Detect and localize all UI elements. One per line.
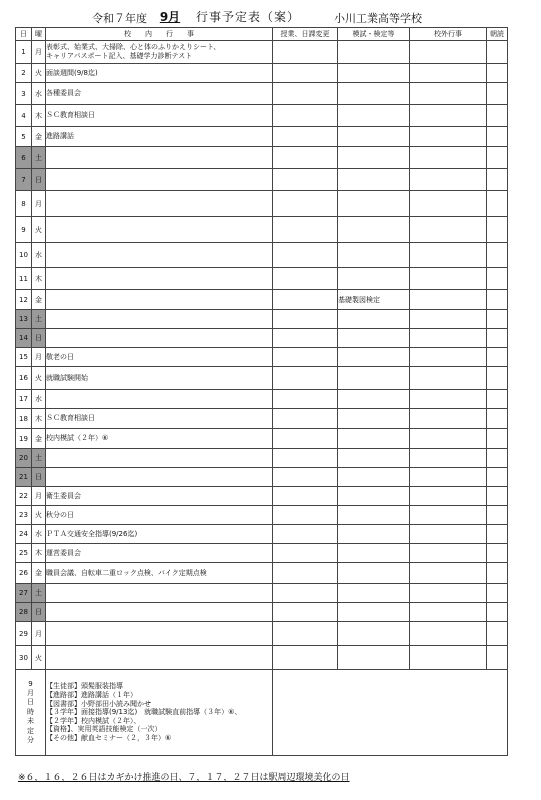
- class-change-cell: [273, 487, 338, 506]
- weekday-cell: 日: [32, 329, 46, 348]
- morning-cell: [487, 449, 508, 468]
- weekday-cell: 水: [32, 525, 46, 544]
- col-school-events: 校 内 行 事: [46, 28, 273, 41]
- day-cell: 14: [16, 329, 32, 348]
- morning-cell: [487, 525, 508, 544]
- morning-cell: [487, 390, 508, 409]
- event-cell: [46, 64, 273, 83]
- event-line: 校内模試（２年）⑥: [46, 434, 109, 442]
- morning-cell: [487, 622, 508, 646]
- external-cell: [410, 310, 487, 329]
- table-row: [16, 41, 508, 64]
- weekday-cell: 日: [32, 603, 46, 622]
- event-cell: [46, 449, 273, 468]
- event-line: 職員会議、自転車二重ロック点検、バイク定期点検: [46, 568, 207, 577]
- class-change-cell: [273, 468, 338, 487]
- day-cell: 1: [16, 41, 32, 64]
- table-row: [16, 243, 508, 268]
- class-change-cell: [273, 544, 338, 563]
- table-row: [16, 127, 508, 147]
- weekday-cell: 水: [32, 243, 46, 268]
- table-row: [16, 506, 508, 525]
- external-cell: [410, 64, 487, 83]
- external-cell: [410, 468, 487, 487]
- event-cell: [46, 506, 273, 525]
- event-line: 就職試験開始: [46, 373, 88, 382]
- event-cell: [46, 41, 273, 64]
- day-cell: 10: [16, 243, 32, 268]
- event-cell: [46, 584, 273, 603]
- event-cell: [46, 290, 273, 310]
- table-row: [16, 563, 508, 584]
- day-cell: 5: [16, 127, 32, 147]
- notes-label-char: 分: [27, 736, 34, 745]
- external-cell: [410, 243, 487, 268]
- event-cell: [46, 147, 273, 169]
- col-weekday: 曜: [32, 28, 46, 41]
- external-cell: [410, 487, 487, 506]
- event-line: 運営委員会: [46, 548, 81, 557]
- class-change-cell: [273, 64, 338, 83]
- event-line: キャリアパスポート記入、基礎学力診断テスト: [46, 52, 193, 60]
- weekday-cell: 水: [32, 390, 46, 409]
- weekday-cell: 木: [32, 409, 46, 429]
- undated-notes: [46, 670, 273, 756]
- class-change-cell: [273, 105, 338, 127]
- table-row: [16, 429, 508, 449]
- external-cell: [410, 544, 487, 563]
- school-name: 小川工業高等学校: [334, 12, 422, 25]
- weekday-cell: 火: [32, 646, 46, 670]
- day-cell: 8: [16, 191, 32, 217]
- footnote: ※６，１６，２６日はカギかけ推進の日、７，１７，２７日は駅周辺環境美化の日: [18, 773, 350, 783]
- class-change-cell: [273, 147, 338, 169]
- class-change-cell: [273, 506, 338, 525]
- weekday-cell: 月: [32, 41, 46, 64]
- event-line: 進路講話: [46, 132, 74, 140]
- morning-cell: [487, 646, 508, 670]
- weekday-cell: 金: [32, 563, 46, 584]
- day-cell: 19: [16, 429, 32, 449]
- exam-cell: [338, 310, 410, 329]
- table-row: [16, 603, 508, 622]
- day-cell: 20: [16, 449, 32, 468]
- event-cell: [46, 310, 273, 329]
- event-cell: [46, 243, 273, 268]
- table-row: [16, 544, 508, 563]
- header: [0, 8, 541, 26]
- class-change-cell: [273, 191, 338, 217]
- external-cell: [410, 449, 487, 468]
- notes-row: [16, 670, 508, 756]
- notes-label-char: 未: [27, 717, 34, 726]
- external-cell: [410, 105, 487, 127]
- morning-cell: [487, 468, 508, 487]
- note-line: 【３学年】面接指導(9/13迄) 就職試験直前指導（３年）⑥、: [46, 708, 242, 717]
- event-cell: [46, 646, 273, 670]
- weekday-cell: 土: [32, 449, 46, 468]
- table-row: [16, 584, 508, 603]
- table-row: [16, 646, 508, 670]
- notes-blank: [273, 670, 508, 756]
- table-row: [16, 348, 508, 367]
- morning-cell: [487, 429, 508, 449]
- day-cell: 13: [16, 310, 32, 329]
- external-cell: [410, 329, 487, 348]
- exam-cell: [338, 367, 410, 390]
- exam-cell: [338, 217, 410, 243]
- weekday-cell: 月: [32, 348, 46, 367]
- weekday-cell: 土: [32, 584, 46, 603]
- table-row: [16, 147, 508, 169]
- event-line: 各種委員会: [46, 89, 81, 97]
- event-line: 面談週間(9/8迄): [46, 68, 98, 77]
- weekday-cell: 金: [32, 127, 46, 147]
- note-line: 【資格】、実用英語技能検定（一次）: [46, 725, 162, 734]
- external-cell: [410, 603, 487, 622]
- day-cell: 24: [16, 525, 32, 544]
- external-cell: [410, 646, 487, 670]
- event-cell: [46, 348, 273, 367]
- event-cell: [46, 487, 273, 506]
- day-cell: 28: [16, 603, 32, 622]
- page-title: 行事予定表（案）: [196, 10, 301, 24]
- table-row: [16, 449, 508, 468]
- table-row: [16, 105, 508, 127]
- exam-cell: [338, 449, 410, 468]
- note-line: 【その他】献血セミナー（２，３年）⑥: [46, 733, 172, 742]
- class-change-cell: [273, 243, 338, 268]
- note-line: 【図書部】小野部田小読み聞かせ: [46, 699, 151, 708]
- event-line: 衛生委員会: [46, 491, 81, 500]
- note-line: 【生徒部】頭髪服装指導: [46, 682, 123, 691]
- table-row: [16, 525, 508, 544]
- table-row: [16, 83, 508, 105]
- morning-cell: [487, 544, 508, 563]
- class-change-cell: [273, 127, 338, 147]
- external-cell: [410, 191, 487, 217]
- event-cell: [46, 127, 273, 147]
- note-line: 【進路部】進路講話（１年）: [46, 691, 137, 700]
- day-cell: 6: [16, 147, 32, 169]
- external-cell: [410, 83, 487, 105]
- exam-cell: [338, 429, 410, 449]
- exam-cell: [338, 468, 410, 487]
- day-cell: 4: [16, 105, 32, 127]
- event-line: 秋分の日: [46, 510, 74, 519]
- external-cell: [410, 622, 487, 646]
- col-morning-reading: 朝読: [487, 28, 508, 41]
- exam-cell: [338, 127, 410, 147]
- table-row: [16, 191, 508, 217]
- event-cell: [46, 169, 273, 191]
- morning-cell: [487, 105, 508, 127]
- event-cell: [46, 191, 273, 217]
- morning-cell: [487, 487, 508, 506]
- weekday-cell: 土: [32, 147, 46, 169]
- external-cell: [410, 127, 487, 147]
- day-cell: 16: [16, 367, 32, 390]
- notes-label-char: 月: [27, 688, 34, 697]
- weekday-cell: 木: [32, 268, 46, 290]
- exam-cell: [338, 147, 410, 169]
- exam-cell: 基礎製図検定: [338, 290, 410, 310]
- external-cell: [410, 429, 487, 449]
- morning-cell: [487, 506, 508, 525]
- class-change-cell: [273, 646, 338, 670]
- day-cell: 29: [16, 622, 32, 646]
- event-cell: [46, 217, 273, 243]
- class-change-cell: [273, 390, 338, 409]
- col-external: 校外行事: [410, 28, 487, 41]
- morning-cell: [487, 127, 508, 147]
- weekday-cell: 火: [32, 367, 46, 390]
- class-change-cell: [273, 367, 338, 390]
- weekday-cell: 火: [32, 64, 46, 83]
- event-cell: [46, 544, 273, 563]
- class-change-cell: [273, 310, 338, 329]
- event-line: ＳＣ教育相談日: [46, 414, 95, 422]
- weekday-cell: 土: [32, 310, 46, 329]
- event-cell: [46, 622, 273, 646]
- morning-cell: [487, 217, 508, 243]
- exam-cell: [338, 525, 410, 544]
- event-cell: [46, 367, 273, 390]
- morning-cell: [487, 268, 508, 290]
- day-cell: 30: [16, 646, 32, 670]
- morning-cell: [487, 329, 508, 348]
- weekday-cell: 火: [32, 217, 46, 243]
- note-line: 【２学年】校内模試（２年）、: [46, 716, 141, 725]
- class-change-cell: [273, 169, 338, 191]
- fiscal-year: 令和７年度: [92, 12, 147, 25]
- day-cell: 15: [16, 348, 32, 367]
- exam-cell: [338, 487, 410, 506]
- exam-cell: [338, 622, 410, 646]
- weekday-cell: 水: [32, 83, 46, 105]
- class-change-cell: [273, 563, 338, 584]
- col-day: 日: [16, 28, 32, 41]
- notes-label-char: 時: [27, 707, 34, 716]
- event-cell: [46, 468, 273, 487]
- external-cell: [410, 41, 487, 64]
- event-cell: [46, 390, 273, 409]
- exam-cell: [338, 329, 410, 348]
- class-change-cell: [273, 41, 338, 64]
- event-cell: [46, 525, 273, 544]
- external-cell: [410, 409, 487, 429]
- weekday-cell: 木: [32, 544, 46, 563]
- class-change-cell: [273, 83, 338, 105]
- exam-cell: [338, 105, 410, 127]
- notes-label: [16, 670, 46, 756]
- class-change-cell: [273, 409, 338, 429]
- exam-cell: [338, 64, 410, 83]
- table-row: [16, 290, 508, 310]
- day-cell: 11: [16, 268, 32, 290]
- table-row: [16, 310, 508, 329]
- table-row: [16, 329, 508, 348]
- external-cell: [410, 563, 487, 584]
- day-cell: 21: [16, 468, 32, 487]
- morning-cell: [487, 310, 508, 329]
- class-change-cell: [273, 449, 338, 468]
- external-cell: [410, 506, 487, 525]
- table-row: [16, 367, 508, 390]
- external-cell: [410, 525, 487, 544]
- class-change-cell: [273, 268, 338, 290]
- exam-cell: [338, 83, 410, 105]
- class-change-cell: [273, 329, 338, 348]
- notes-label-char: 定: [27, 726, 34, 735]
- day-cell: 7: [16, 169, 32, 191]
- day-cell: 26: [16, 563, 32, 584]
- event-cell: [46, 83, 273, 105]
- exam-cell: [338, 390, 410, 409]
- event-line: 表彰式、始業式、大掃除、心と体のふりかえりシート、: [46, 43, 221, 51]
- schedule-table: [15, 27, 508, 756]
- exam-cell: [338, 268, 410, 290]
- class-change-cell: [273, 290, 338, 310]
- col-class-change: 授業、日課変更: [273, 28, 338, 41]
- class-change-cell: [273, 622, 338, 646]
- day-cell: 12: [16, 290, 32, 310]
- event-cell: [46, 603, 273, 622]
- exam-cell: [338, 584, 410, 603]
- exam-cell: [338, 603, 410, 622]
- morning-cell: [487, 409, 508, 429]
- external-cell: [410, 290, 487, 310]
- class-change-cell: [273, 603, 338, 622]
- exam-cell: [338, 506, 410, 525]
- class-change-cell: [273, 348, 338, 367]
- class-change-cell: [273, 429, 338, 449]
- exam-cell: [338, 243, 410, 268]
- table-row: [16, 268, 508, 290]
- event-cell: [46, 105, 273, 127]
- header-row: [16, 28, 508, 41]
- weekday-cell: 月: [32, 487, 46, 506]
- table-row: [16, 169, 508, 191]
- weekday-cell: 木: [32, 105, 46, 127]
- weekday-cell: 日: [32, 169, 46, 191]
- external-cell: [410, 367, 487, 390]
- exam-cell: [338, 544, 410, 563]
- weekday-cell: 金: [32, 429, 46, 449]
- morning-cell: [487, 367, 508, 390]
- event-line: 敬老の日: [46, 352, 74, 361]
- exam-cell: [338, 409, 410, 429]
- event-cell: [46, 409, 273, 429]
- day-cell: 22: [16, 487, 32, 506]
- morning-cell: [487, 243, 508, 268]
- notes-label-char: 9: [28, 679, 33, 688]
- morning-cell: [487, 147, 508, 169]
- table-row: [16, 468, 508, 487]
- exam-cell: [338, 563, 410, 584]
- table-row: [16, 409, 508, 429]
- morning-cell: [487, 83, 508, 105]
- morning-cell: [487, 290, 508, 310]
- external-cell: [410, 584, 487, 603]
- class-change-cell: [273, 584, 338, 603]
- event-cell: [46, 329, 273, 348]
- class-change-cell: [273, 217, 338, 243]
- table-row: [16, 64, 508, 83]
- table-row: [16, 487, 508, 506]
- day-cell: 3: [16, 83, 32, 105]
- event-line: ＰＴＡ交通安全指導(9/26迄): [46, 529, 138, 538]
- col-exams: 模試・検定等: [338, 28, 410, 41]
- exam-cell: [338, 41, 410, 64]
- event-cell: [46, 268, 273, 290]
- day-cell: 23: [16, 506, 32, 525]
- weekday-cell: 日: [32, 468, 46, 487]
- table-row: [16, 622, 508, 646]
- external-cell: [410, 390, 487, 409]
- weekday-cell: 金: [32, 290, 46, 310]
- day-cell: 9: [16, 217, 32, 243]
- weekday-cell: 火: [32, 506, 46, 525]
- notes-label-char: 日: [27, 698, 34, 707]
- class-change-cell: [273, 525, 338, 544]
- day-cell: 17: [16, 390, 32, 409]
- table-row: [16, 390, 508, 409]
- external-cell: [410, 268, 487, 290]
- day-cell: 27: [16, 584, 32, 603]
- morning-cell: [487, 191, 508, 217]
- morning-cell: [487, 41, 508, 64]
- exam-cell: [338, 348, 410, 367]
- morning-cell: [487, 169, 508, 191]
- external-cell: [410, 348, 487, 367]
- morning-cell: [487, 348, 508, 367]
- table-row: [16, 217, 508, 243]
- exam-cell: [338, 169, 410, 191]
- event-cell: [46, 563, 273, 584]
- morning-cell: [487, 584, 508, 603]
- weekday-cell: 月: [32, 191, 46, 217]
- morning-cell: [487, 563, 508, 584]
- external-cell: [410, 217, 487, 243]
- event-line: ＳＣ教育相談日: [46, 111, 95, 119]
- weekday-cell: 月: [32, 622, 46, 646]
- day-cell: 18: [16, 409, 32, 429]
- morning-cell: [487, 603, 508, 622]
- month-label: 9月: [159, 10, 181, 24]
- day-cell: 2: [16, 64, 32, 83]
- morning-cell: [487, 64, 508, 83]
- exam-cell: [338, 646, 410, 670]
- exam-cell: [338, 191, 410, 217]
- event-cell: [46, 429, 273, 449]
- day-cell: 25: [16, 544, 32, 563]
- external-cell: [410, 169, 487, 191]
- external-cell: [410, 147, 487, 169]
